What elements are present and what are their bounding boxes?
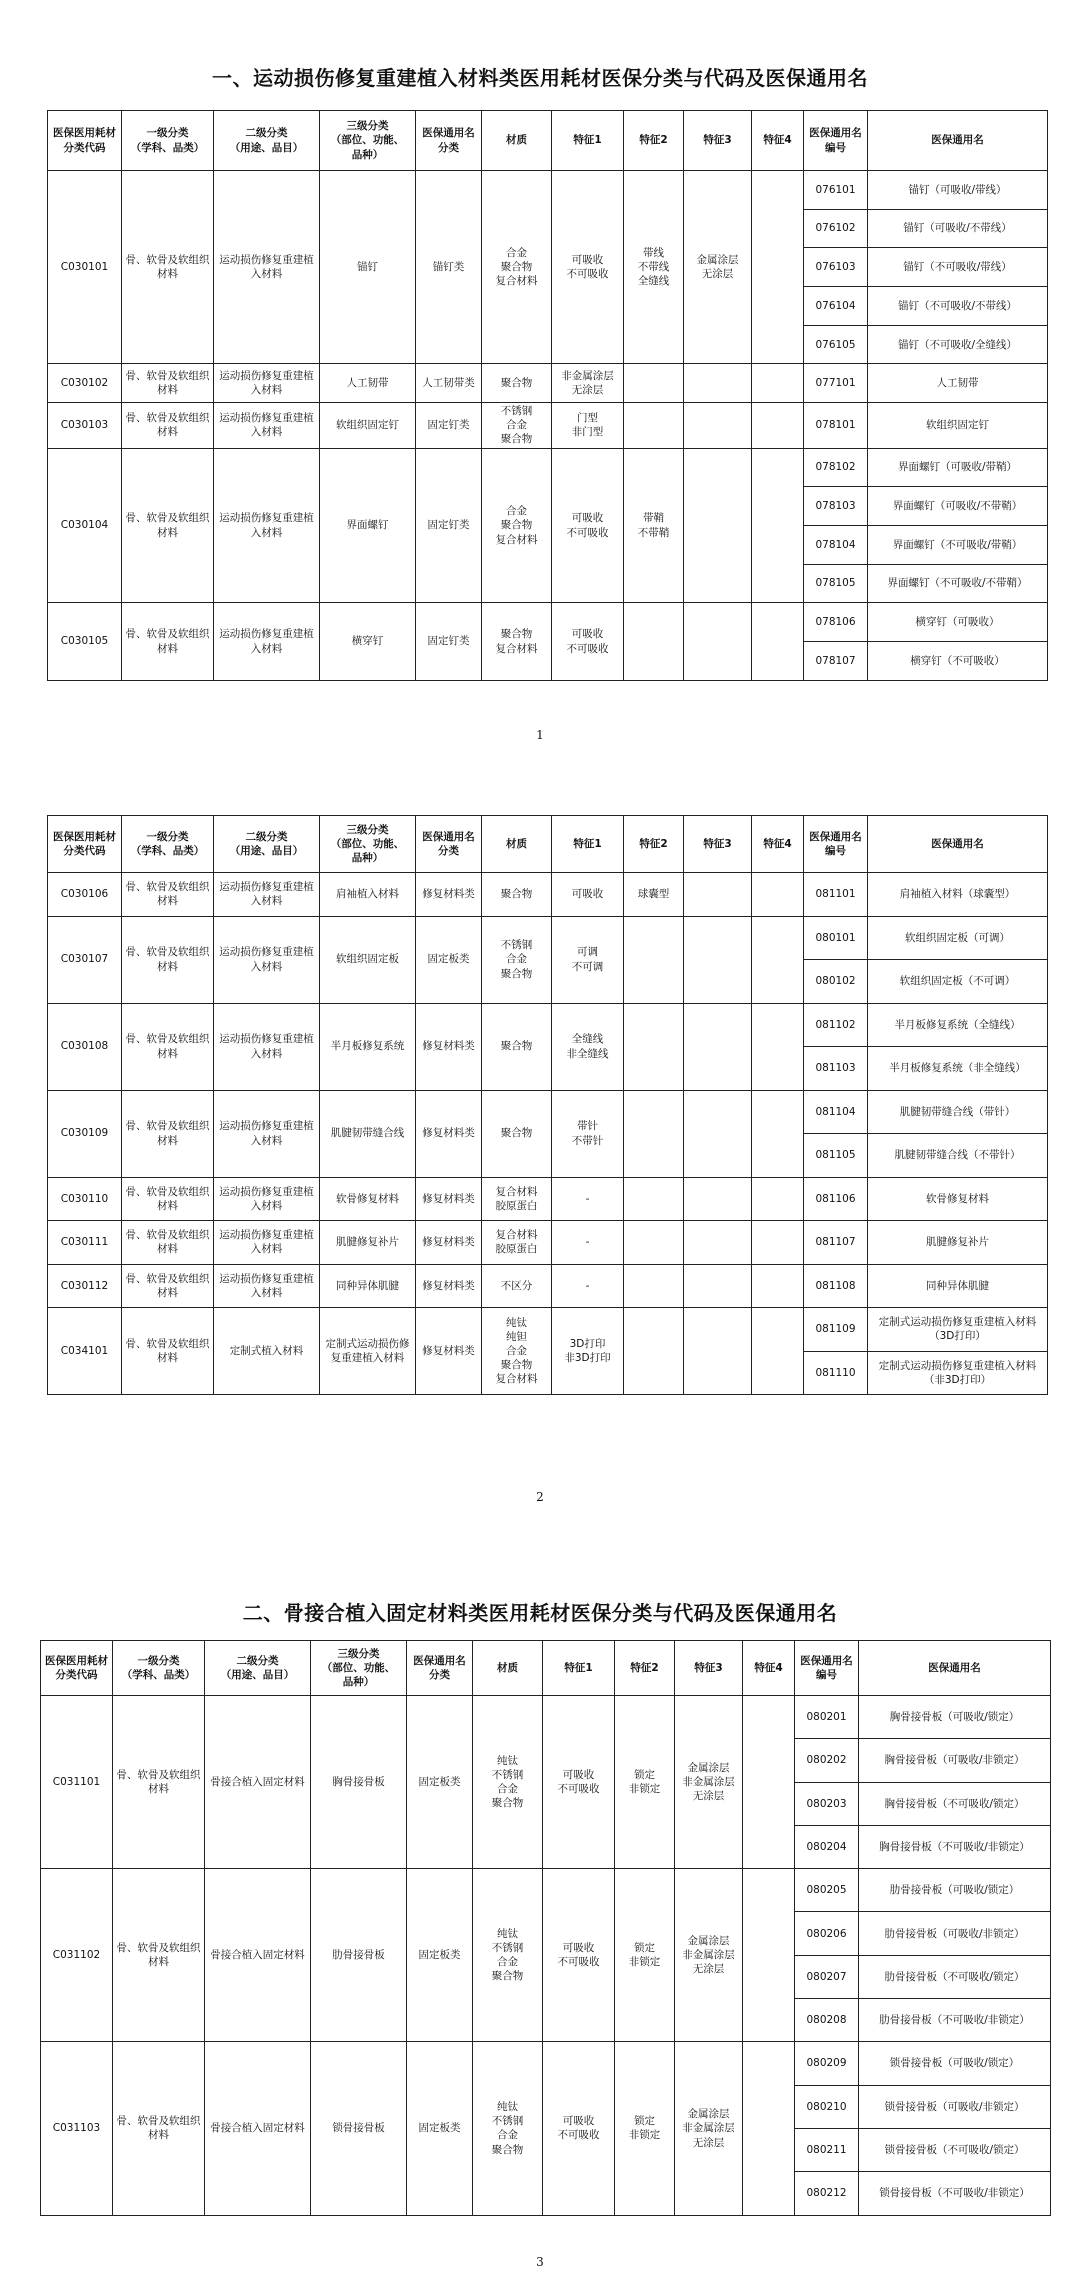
level2-class: 运动损伤修复重建植 入材料 xyxy=(214,448,320,603)
feature-3 xyxy=(684,1090,752,1177)
header-cell: 医保通用名 编号 xyxy=(804,816,868,873)
feature-1: 可吸收 不可吸收 xyxy=(543,2042,615,2215)
header-cell: 特征3 xyxy=(684,816,752,873)
level2-class: 运动损伤修复重建植 入材料 xyxy=(214,1221,320,1265)
category-code: C030110 xyxy=(48,1177,122,1221)
feature-4 xyxy=(752,873,804,917)
category-code: C030108 xyxy=(48,1003,122,1090)
header-cell: 医保通用名 xyxy=(868,111,1048,171)
level1-class: 骨、软骨及软组织 材料 xyxy=(113,2042,205,2215)
generic-name: 界面螺钉（不可吸收/不带鞘） xyxy=(868,564,1048,603)
category-code: C030104 xyxy=(48,448,122,603)
category-code: C030111 xyxy=(48,1221,122,1265)
generic-name-number: 076105 xyxy=(804,325,868,364)
feature-3 xyxy=(684,1264,752,1308)
table-row xyxy=(48,1221,1048,1265)
generic-name-number: 078101 xyxy=(804,403,868,449)
generic-name-number: 080211 xyxy=(795,2128,859,2171)
level1-class: 骨、软骨及软组织 材料 xyxy=(122,403,214,449)
feature-1: 可吸收 不可吸收 xyxy=(543,1696,615,1869)
feature-3 xyxy=(684,1221,752,1265)
header-cell: 二级分类 （用途、品目） xyxy=(214,111,320,171)
level2-class: 运动损伤修复重建植 入材料 xyxy=(214,873,320,917)
level1-class: 骨、软骨及软组织 材料 xyxy=(113,1869,205,2042)
generic-name-number: 081104 xyxy=(804,1090,868,1134)
generic-name: 锚钉（可吸收/不带线） xyxy=(868,209,1048,248)
feature-1: 可吸收 不可吸收 xyxy=(552,448,624,603)
level3-class: 软组织固定板 xyxy=(320,916,416,1003)
feature-4 xyxy=(752,916,804,1003)
level3-class: 肌腱韧带缝合线 xyxy=(320,1090,416,1177)
header-cell: 二级分类 （用途、品目） xyxy=(214,816,320,873)
category-code: C030106 xyxy=(48,873,122,917)
generic-name: 锚钉（可吸收/带线） xyxy=(868,171,1048,210)
level3-class: 半月板修复系统 xyxy=(320,1003,416,1090)
material: 纯钛 不锈钢 合金 聚合物 xyxy=(473,2042,543,2215)
generic-name: 软组织固定钉 xyxy=(868,403,1048,449)
header-cell: 医保通用名 分类 xyxy=(416,111,482,171)
feature-2: 锁定 非锁定 xyxy=(615,2042,675,2215)
page-number-2: 2 xyxy=(536,1490,544,1504)
category-code: C031102 xyxy=(41,1869,113,2042)
table-row xyxy=(48,1003,1048,1047)
generic-name-number: 076102 xyxy=(804,209,868,248)
generic-name-number: 081110 xyxy=(804,1351,868,1395)
classification-table-3 xyxy=(40,1640,1051,2216)
feature-2: 锁定 非锁定 xyxy=(615,1696,675,1869)
generic-name: 锁骨接骨板（不可吸收/非锁定） xyxy=(859,2172,1051,2215)
level3-class: 肋骨接骨板 xyxy=(311,1869,407,2042)
feature-1: 门型 非门型 xyxy=(552,403,624,449)
level1-class: 骨、软骨及软组织 材料 xyxy=(122,873,214,917)
feature-2 xyxy=(624,1308,684,1395)
generic-name-number: 078102 xyxy=(804,448,868,487)
material: 聚合物 xyxy=(482,873,552,917)
header-cell: 特征4 xyxy=(743,1641,795,1696)
generic-name-number: 077101 xyxy=(804,364,868,403)
table-row xyxy=(48,1308,1048,1352)
generic-name-class: 固定板类 xyxy=(407,1869,473,2042)
generic-name-number: 076104 xyxy=(804,287,868,326)
header-cell: 医保医用耗材 分类代码 xyxy=(41,1641,113,1696)
generic-name-number: 080201 xyxy=(795,1696,859,1739)
generic-name-number: 080203 xyxy=(795,1782,859,1825)
generic-name-number: 081102 xyxy=(804,1003,868,1047)
level3-class: 肌腱修复补片 xyxy=(320,1221,416,1265)
feature-4 xyxy=(752,403,804,449)
level3-class: 胸骨接骨板 xyxy=(311,1696,407,1869)
generic-name: 同种异体肌腱 xyxy=(868,1264,1048,1308)
feature-3 xyxy=(684,1177,752,1221)
header-cell: 医保医用耗材 分类代码 xyxy=(48,111,122,171)
generic-name: 肋骨接骨板（不可吸收/非锁定） xyxy=(859,1999,1051,2042)
table-row xyxy=(48,403,1048,449)
feature-4 xyxy=(752,1264,804,1308)
level2-class: 定制式植入材料 xyxy=(214,1308,320,1395)
category-code: C030107 xyxy=(48,916,122,1003)
header-cell: 三级分类 （部位、功能、 品种） xyxy=(311,1641,407,1696)
material: 聚合物 xyxy=(482,364,552,403)
generic-name-number: 081106 xyxy=(804,1177,868,1221)
level3-class: 锁骨接骨板 xyxy=(311,2042,407,2215)
table-row xyxy=(41,1869,1051,1912)
header-cell: 一级分类 （学科、品类） xyxy=(122,111,214,171)
material: 聚合物 复合材料 xyxy=(482,603,552,680)
level2-class: 骨接合植入固定材料 xyxy=(205,2042,311,2215)
feature-3: 金属涂层 非金属涂层 无涂层 xyxy=(675,2042,743,2215)
generic-name: 横穿钉（可吸收） xyxy=(868,603,1048,642)
level2-class: 运动损伤修复重建植 入材料 xyxy=(214,603,320,680)
generic-name-class: 固定板类 xyxy=(416,916,482,1003)
category-code: C030101 xyxy=(48,171,122,364)
generic-name-class: 修复材料类 xyxy=(416,1177,482,1221)
level3-class: 界面螺钉 xyxy=(320,448,416,603)
level2-class: 运动损伤修复重建植 入材料 xyxy=(214,403,320,449)
level2-class: 运动损伤修复重建植 入材料 xyxy=(214,1003,320,1090)
category-code: C031101 xyxy=(41,1696,113,1869)
generic-name-number: 080207 xyxy=(795,1955,859,1998)
header-cell: 特征1 xyxy=(552,111,624,171)
generic-name-number: 080101 xyxy=(804,916,868,960)
feature-3 xyxy=(684,364,752,403)
generic-name: 锁骨接骨板（不可吸收/锁定） xyxy=(859,2128,1051,2171)
generic-name-number: 080204 xyxy=(795,1825,859,1868)
header-cell: 特征2 xyxy=(624,111,684,171)
level3-class: 锚钉 xyxy=(320,171,416,364)
feature-2: 带鞘 不带鞘 xyxy=(624,448,684,603)
generic-name-class: 修复材料类 xyxy=(416,873,482,917)
section-2-title: 二、骨接合植入固定材料类医用耗材医保分类与代码及医保通用名 xyxy=(242,1601,838,1625)
feature-4 xyxy=(752,171,804,364)
header-cell: 二级分类 （用途、品目） xyxy=(205,1641,311,1696)
header-cell: 特征2 xyxy=(615,1641,675,1696)
feature-3 xyxy=(684,1003,752,1090)
feature-1: - xyxy=(552,1177,624,1221)
header-cell: 特征3 xyxy=(675,1641,743,1696)
generic-name-class: 修复材料类 xyxy=(416,1308,482,1395)
feature-3 xyxy=(684,448,752,603)
table-row xyxy=(41,1696,1051,1739)
feature-2 xyxy=(624,403,684,449)
generic-name-class: 固定板类 xyxy=(407,2042,473,2215)
feature-1: - xyxy=(552,1221,624,1265)
generic-name: 胸骨接骨板（可吸收/锁定） xyxy=(859,1696,1051,1739)
generic-name: 锁骨接骨板（可吸收/非锁定） xyxy=(859,2085,1051,2128)
header-cell: 一级分类 （学科、品类） xyxy=(113,1641,205,1696)
feature-1: 可吸收 不可吸收 xyxy=(552,171,624,364)
feature-4 xyxy=(752,1308,804,1395)
table-row xyxy=(48,1264,1048,1308)
generic-name-number: 081103 xyxy=(804,1047,868,1091)
page-number-1: 1 xyxy=(536,728,544,742)
level1-class: 骨、软骨及软组织 材料 xyxy=(122,1003,214,1090)
table-row xyxy=(48,873,1048,917)
feature-1: 可吸收 xyxy=(552,873,624,917)
generic-name: 肌腱韧带缝合线（带针） xyxy=(868,1090,1048,1134)
generic-name-number: 080202 xyxy=(795,1739,859,1782)
feature-2: 锁定 非锁定 xyxy=(615,1869,675,2042)
generic-name-number: 078106 xyxy=(804,603,868,642)
level2-class: 运动损伤修复重建植 入材料 xyxy=(214,1090,320,1177)
header-cell: 医保医用耗材 分类代码 xyxy=(48,816,122,873)
generic-name-number: 080208 xyxy=(795,1999,859,2042)
feature-4 xyxy=(743,1696,795,1869)
feature-2 xyxy=(624,1264,684,1308)
header-cell: 特征4 xyxy=(752,111,804,171)
material: 合金 聚合物 复合材料 xyxy=(482,448,552,603)
generic-name-class: 固定钉类 xyxy=(416,448,482,603)
feature-4 xyxy=(752,448,804,603)
generic-name-class: 人工韧带类 xyxy=(416,364,482,403)
generic-name: 界面螺钉（可吸收/不带鞘） xyxy=(868,487,1048,526)
generic-name: 肋骨接骨板（可吸收/非锁定） xyxy=(859,1912,1051,1955)
level1-class: 骨、软骨及软组织 材料 xyxy=(122,448,214,603)
category-code: C030102 xyxy=(48,364,122,403)
category-code: C030103 xyxy=(48,403,122,449)
header-cell: 材质 xyxy=(473,1641,543,1696)
page-number-3: 3 xyxy=(536,2255,544,2269)
feature-2 xyxy=(624,1090,684,1177)
generic-name-number: 081108 xyxy=(804,1264,868,1308)
header-cell: 特征4 xyxy=(752,816,804,873)
level3-class: 软骨修复材料 xyxy=(320,1177,416,1221)
generic-name-number: 078107 xyxy=(804,642,868,681)
material: 不锈钢 合金 聚合物 xyxy=(482,916,552,1003)
generic-name-number: 076103 xyxy=(804,248,868,287)
generic-name: 定制式运动损伤修复重建植入材料（3D打印） xyxy=(868,1308,1048,1352)
generic-name-class: 修复材料类 xyxy=(416,1003,482,1090)
level2-class: 运动损伤修复重建植 入材料 xyxy=(214,171,320,364)
header-cell: 三级分类 （部位、功能、 品种） xyxy=(320,111,416,171)
level2-class: 运动损伤修复重建植 入材料 xyxy=(214,364,320,403)
classification-table-1 xyxy=(47,110,1048,681)
classification-table-2 xyxy=(47,815,1048,1395)
generic-name-class: 固定钉类 xyxy=(416,603,482,680)
header-cell: 特征2 xyxy=(624,816,684,873)
feature-1: 非金属涂层 无涂层 xyxy=(552,364,624,403)
material: 复合材料 胶原蛋白 xyxy=(482,1177,552,1221)
header-cell: 特征1 xyxy=(543,1641,615,1696)
generic-name-number: 080212 xyxy=(795,2172,859,2215)
level1-class: 骨、软骨及软组织 材料 xyxy=(122,171,214,364)
generic-name: 界面螺钉（可吸收/带鞘） xyxy=(868,448,1048,487)
level1-class: 骨、软骨及软组织 材料 xyxy=(122,1308,214,1395)
feature-4 xyxy=(752,603,804,680)
feature-3: 金属涂层 非金属涂层 无涂层 xyxy=(675,1869,743,2042)
generic-name: 胸骨接骨板（可吸收/非锁定） xyxy=(859,1739,1051,1782)
material: 纯钛 纯钽 合金 聚合物 复合材料 xyxy=(482,1308,552,1395)
generic-name: 胸骨接骨板（不可吸收/非锁定） xyxy=(859,1825,1051,1868)
feature-4 xyxy=(743,1869,795,2042)
generic-name-number: 080210 xyxy=(795,2085,859,2128)
level1-class: 骨、软骨及软组织 材料 xyxy=(122,364,214,403)
level1-class: 骨、软骨及软组织 材料 xyxy=(122,1264,214,1308)
header-cell: 医保通用名 编号 xyxy=(804,111,868,171)
feature-1: 3D打印 非3D打印 xyxy=(552,1308,624,1395)
level1-class: 骨、软骨及软组织 材料 xyxy=(122,916,214,1003)
generic-name-class: 修复材料类 xyxy=(416,1264,482,1308)
feature-1: - xyxy=(552,1264,624,1308)
generic-name-number: 081107 xyxy=(804,1221,868,1265)
generic-name: 肩袖植入材料（球囊型） xyxy=(868,873,1048,917)
level1-class: 骨、软骨及软组织 材料 xyxy=(122,603,214,680)
generic-name: 界面螺钉（不可吸收/带鞘） xyxy=(868,526,1048,565)
generic-name: 锚钉（不可吸收/带线） xyxy=(868,248,1048,287)
level1-class: 骨、软骨及软组织 材料 xyxy=(113,1696,205,1869)
generic-name: 人工韧带 xyxy=(868,364,1048,403)
table-row xyxy=(48,364,1048,403)
feature-2 xyxy=(624,1003,684,1090)
level2-class: 运动损伤修复重建植 入材料 xyxy=(214,916,320,1003)
category-code: C030109 xyxy=(48,1090,122,1177)
table-row xyxy=(48,448,1048,487)
level2-class: 骨接合植入固定材料 xyxy=(205,1869,311,2042)
generic-name: 半月板修复系统（全缝线） xyxy=(868,1003,1048,1047)
header-cell: 医保通用名 xyxy=(868,816,1048,873)
generic-name: 软骨修复材料 xyxy=(868,1177,1048,1221)
table-row xyxy=(48,1177,1048,1221)
feature-3 xyxy=(684,916,752,1003)
table-row xyxy=(48,603,1048,642)
generic-name: 软组织固定板（可调） xyxy=(868,916,1048,960)
header-cell: 医保通用名 分类 xyxy=(407,1641,473,1696)
table-row xyxy=(48,1090,1048,1134)
feature-4 xyxy=(752,364,804,403)
header-cell: 一级分类 （学科、品类） xyxy=(122,816,214,873)
feature-2: 带线 不带线 全缝线 xyxy=(624,171,684,364)
feature-1: 全缝线 非全缝线 xyxy=(552,1003,624,1090)
generic-name: 胸骨接骨板（不可吸收/锁定） xyxy=(859,1782,1051,1825)
generic-name-number: 078103 xyxy=(804,487,868,526)
feature-2 xyxy=(624,1177,684,1221)
feature-2 xyxy=(624,364,684,403)
feature-3: 金属涂层 无涂层 xyxy=(684,171,752,364)
material: 纯钛 不锈钢 合金 聚合物 xyxy=(473,1869,543,2042)
header-cell: 特征1 xyxy=(552,816,624,873)
generic-name-number: 081101 xyxy=(804,873,868,917)
level3-class: 人工韧带 xyxy=(320,364,416,403)
level3-class: 定制式运动损伤修 复重建植入材料 xyxy=(320,1308,416,1395)
feature-3 xyxy=(684,873,752,917)
generic-name: 锁骨接骨板（可吸收/锁定） xyxy=(859,2042,1051,2085)
generic-name-number: 081105 xyxy=(804,1134,868,1178)
generic-name-class: 固定钉类 xyxy=(416,403,482,449)
level1-class: 骨、软骨及软组织 材料 xyxy=(122,1221,214,1265)
table-row xyxy=(48,916,1048,960)
level1-class: 骨、软骨及软组织 材料 xyxy=(122,1177,214,1221)
header-cell: 医保通用名 分类 xyxy=(416,816,482,873)
generic-name-number: 081109 xyxy=(804,1308,868,1352)
category-code: C030112 xyxy=(48,1264,122,1308)
generic-name-number: 080206 xyxy=(795,1912,859,1955)
generic-name-class: 修复材料类 xyxy=(416,1221,482,1265)
generic-name: 定制式运动损伤修复重建植入材料（非3D打印） xyxy=(868,1351,1048,1395)
feature-1: 带针 不带针 xyxy=(552,1090,624,1177)
material: 聚合物 xyxy=(482,1003,552,1090)
level3-class: 横穿钉 xyxy=(320,603,416,680)
feature-4 xyxy=(752,1177,804,1221)
feature-4 xyxy=(752,1090,804,1177)
material: 纯钛 不锈钢 合金 聚合物 xyxy=(473,1696,543,1869)
level3-class: 同种异体肌腱 xyxy=(320,1264,416,1308)
generic-name: 肌腱韧带缝合线（不带针） xyxy=(868,1134,1048,1178)
header-cell: 特征3 xyxy=(684,111,752,171)
generic-name: 软组织固定板（不可调） xyxy=(868,960,1048,1004)
header-cell: 材质 xyxy=(482,111,552,171)
table-row xyxy=(48,171,1048,210)
level2-class: 骨接合植入固定材料 xyxy=(205,1696,311,1869)
feature-3: 金属涂层 非金属涂层 无涂层 xyxy=(675,1696,743,1869)
feature-1: 可吸收 不可吸收 xyxy=(552,603,624,680)
header-cell: 材质 xyxy=(482,816,552,873)
feature-1: 可调 不可调 xyxy=(552,916,624,1003)
level2-class: 运动损伤修复重建植 入材料 xyxy=(214,1177,320,1221)
generic-name-number: 076101 xyxy=(804,171,868,210)
generic-name: 肌腱修复补片 xyxy=(868,1221,1048,1265)
generic-name: 锚钉（不可吸收/全缝线） xyxy=(868,325,1048,364)
generic-name: 半月板修复系统（非全缝线） xyxy=(868,1047,1048,1091)
feature-2 xyxy=(624,603,684,680)
feature-3 xyxy=(684,1308,752,1395)
feature-3 xyxy=(684,403,752,449)
feature-4 xyxy=(752,1221,804,1265)
generic-name: 肋骨接骨板（可吸收/锁定） xyxy=(859,1869,1051,1912)
generic-name-number: 080102 xyxy=(804,960,868,1004)
generic-name-number: 080209 xyxy=(795,2042,859,2085)
generic-name-number: 078104 xyxy=(804,526,868,565)
level1-class: 骨、软骨及软组织 材料 xyxy=(122,1090,214,1177)
feature-4 xyxy=(743,2042,795,2215)
feature-3 xyxy=(684,603,752,680)
material: 合金 聚合物 复合材料 xyxy=(482,171,552,364)
level3-class: 软组织固定钉 xyxy=(320,403,416,449)
table-row xyxy=(41,2042,1051,2085)
category-code: C030105 xyxy=(48,603,122,680)
feature-2: 球囊型 xyxy=(624,873,684,917)
generic-name-number: 080205 xyxy=(795,1869,859,1912)
generic-name-number: 078105 xyxy=(804,564,868,603)
section-1-title: 一、运动损伤修复重建植入材料类医用耗材医保分类与代码及医保通用名 xyxy=(212,66,868,90)
material: 聚合物 xyxy=(482,1090,552,1177)
category-code: C031103 xyxy=(41,2042,113,2215)
level3-class: 肩袖植入材料 xyxy=(320,873,416,917)
generic-name: 肋骨接骨板（不可吸收/锁定） xyxy=(859,1955,1051,1998)
category-code: C034101 xyxy=(48,1308,122,1395)
feature-2 xyxy=(624,1221,684,1265)
generic-name: 锚钉（不可吸收/不带线） xyxy=(868,287,1048,326)
level2-class: 运动损伤修复重建植 入材料 xyxy=(214,1264,320,1308)
feature-4 xyxy=(752,1003,804,1090)
header-cell: 三级分类 （部位、功能、 品种） xyxy=(320,816,416,873)
feature-2 xyxy=(624,916,684,1003)
generic-name-class: 固定板类 xyxy=(407,1696,473,1869)
generic-name-class: 锚钉类 xyxy=(416,171,482,364)
feature-1: 可吸收 不可吸收 xyxy=(543,1869,615,2042)
generic-name: 横穿钉（不可吸收） xyxy=(868,642,1048,681)
material: 复合材料 胶原蛋白 xyxy=(482,1221,552,1265)
material: 不锈钢 合金 聚合物 xyxy=(482,403,552,449)
header-cell: 医保通用名 编号 xyxy=(795,1641,859,1696)
generic-name-class: 修复材料类 xyxy=(416,1090,482,1177)
header-cell: 医保通用名 xyxy=(859,1641,1051,1696)
material: 不区分 xyxy=(482,1264,552,1308)
